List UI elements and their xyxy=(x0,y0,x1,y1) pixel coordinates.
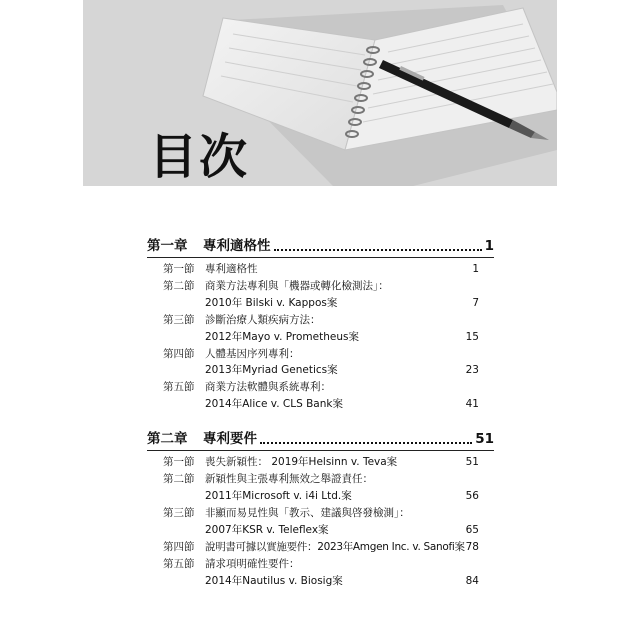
section-number: 第五節 xyxy=(163,381,195,393)
toc-entry-subline[interactable] xyxy=(83,329,557,345)
section-page: 51 xyxy=(465,456,479,468)
chapter-divider xyxy=(147,257,494,258)
toc-entry-subline[interactable] xyxy=(83,522,557,538)
chapter-title: 專利要件 xyxy=(203,431,257,447)
section-case: 2010年 Bilski v. Kappos案 xyxy=(205,297,338,309)
section-page: 84 xyxy=(465,575,479,587)
section-case: 2014年Alice v. CLS Bank案 xyxy=(205,398,343,410)
section-title: 新穎性與主張專利無效之舉證責任： xyxy=(205,473,373,485)
section-title: 商業方法軟體與系統專利： xyxy=(205,381,331,393)
chapter-heading[interactable] xyxy=(147,234,494,254)
dot-leader xyxy=(274,248,482,251)
chapter-divider xyxy=(147,450,494,451)
section-number: 第四節 xyxy=(163,348,195,360)
section-number: 第一節 xyxy=(163,263,195,275)
section-number: 第二節 xyxy=(163,280,195,292)
section-page: 41 xyxy=(465,398,479,410)
chapter-number: 第一章 xyxy=(147,238,188,254)
toc-entry[interactable] xyxy=(83,261,557,277)
toc-entry[interactable] xyxy=(83,379,557,395)
section-page: 78 xyxy=(465,541,479,553)
section-number: 第二節 xyxy=(163,473,195,485)
table-of-contents xyxy=(83,0,557,640)
section-number: 第四節 xyxy=(163,541,195,553)
toc-entry[interactable] xyxy=(83,505,557,521)
section-title: 專利適格性 xyxy=(205,263,258,275)
section-case: 2007年KSR v. Teleflex案 xyxy=(205,524,329,536)
section-case: 2012年Mayo v. Prometheus案 xyxy=(205,331,359,343)
chapter-number: 第二章 xyxy=(147,431,188,447)
chapter-heading[interactable] xyxy=(147,427,494,447)
section-title: 商業方法專利與「機器或轉化檢測法」： xyxy=(205,280,389,292)
toc-entry[interactable] xyxy=(83,471,557,487)
section-title: 請求項明確性要件： xyxy=(205,558,300,570)
section-number: 第三節 xyxy=(163,507,195,519)
section-number: 第五節 xyxy=(163,558,195,570)
section-title: 人體基因序列專利： xyxy=(205,348,300,360)
toc-entry-subline[interactable] xyxy=(83,362,557,378)
chapter-title: 專利適格性 xyxy=(203,238,271,254)
section-title: 非顯而易見性與「教示、建議與啓發檢測」： xyxy=(205,507,410,519)
toc-entry[interactable] xyxy=(83,278,557,294)
chapter-page: 1 xyxy=(484,238,494,254)
section-page: 65 xyxy=(465,524,479,536)
section-page: 56 xyxy=(465,490,479,502)
dot-leader xyxy=(260,441,472,444)
section-title: 喪失新穎性： 2019年Helsinn v. Teva案 xyxy=(205,456,398,468)
toc-entry[interactable] xyxy=(83,454,557,470)
toc-entry-subline[interactable] xyxy=(83,396,557,412)
book-page xyxy=(83,0,557,640)
section-page: 7 xyxy=(472,297,479,309)
section-case: 2011年Microsoft v. i4i Ltd.案 xyxy=(205,490,352,502)
chapter-page: 51 xyxy=(475,431,494,447)
section-page: 1 xyxy=(472,263,479,275)
page-title: 目次 xyxy=(149,129,250,185)
section-number: 第一節 xyxy=(163,456,195,468)
section-case: 2013年Myriad Genetics案 xyxy=(205,364,338,376)
toc-entry-subline[interactable] xyxy=(83,573,557,589)
section-title: 說明書可據以實施要件：2023年Amgen Inc. v. Sanofi案 xyxy=(205,541,465,553)
toc-entry[interactable] xyxy=(83,556,557,572)
section-number: 第三節 xyxy=(163,314,195,326)
toc-entry[interactable] xyxy=(83,312,557,328)
toc-entry-subline[interactable] xyxy=(83,488,557,504)
toc-entry[interactable] xyxy=(83,539,557,555)
section-page: 15 xyxy=(465,331,479,343)
section-case: 2014年Nautilus v. Biosig案 xyxy=(205,575,343,587)
section-title: 診斷治療人類疾病方法： xyxy=(205,314,321,326)
toc-entry-subline[interactable] xyxy=(83,295,557,311)
section-page: 23 xyxy=(465,364,479,376)
toc-entry[interactable] xyxy=(83,346,557,362)
